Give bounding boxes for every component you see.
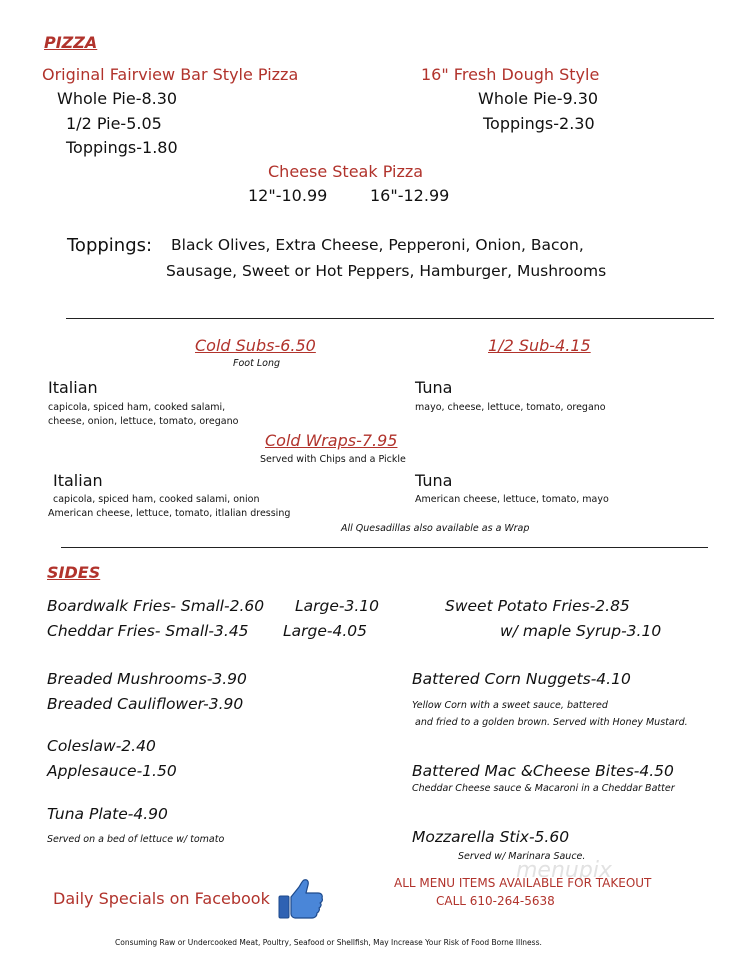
pizza-heading: PIZZA: [44, 33, 98, 52]
toppings-label: Toppings:: [67, 235, 153, 256]
wrap-italian-desc1: capicola, spiced ham, cooked salami, onion: [53, 494, 260, 505]
sides-heading: SIDES: [47, 563, 101, 582]
coleslaw: Coleslaw-2.40: [47, 737, 156, 755]
breaded-mushrooms: Breaded Mushrooms-3.90: [47, 670, 247, 688]
wraps-served-note: Served with Chips and a Pickle: [260, 454, 406, 465]
sub-tuna-desc: mayo, cheese, lettuce, tomato, oregano: [415, 402, 606, 413]
toppings-list-line1: Black Olives, Extra Cheese, Pepperoni, Onion, Bacon,: [171, 236, 584, 254]
food-safety-disclaimer: Consuming Raw or Undercooked Meat, Poultry, Seafood or Shellfish, May Increase Your Risk of Food Borne Illness.: [115, 938, 542, 947]
cold-subs-title: Cold Subs-6.50: [195, 336, 316, 355]
corn-nuggets-desc1: Yellow Corn with a sweet sauce, battered: [412, 700, 608, 711]
facebook-specials: Daily Specials on Facebook: [53, 889, 270, 908]
tuna-plate-desc: Served on a bed of lettuce w/ tomato: [47, 834, 225, 845]
foot-long-note: Foot Long: [233, 358, 280, 369]
cheese-steak-12: 12"-10.99: [248, 186, 328, 205]
cheese-steak-title: Cheese Steak Pizza: [268, 162, 424, 181]
boardwalk-fries: Boardwalk Fries- Small-2.60: [47, 597, 265, 615]
quesadilla-note: All Quesadillas also available as a Wrap: [341, 523, 530, 534]
watermark: menupix: [516, 858, 612, 883]
maple-syrup-option: w/ maple Syrup-3.10: [500, 622, 662, 640]
mac-cheese-bites: Battered Mac &Cheese Bites-4.50: [412, 762, 674, 780]
cheese-steak-16: 16"-12.99: [370, 186, 450, 205]
fairview-title: Original Fairview Bar Style Pizza: [42, 65, 299, 84]
fairview-whole-price: Whole Pie-8.30: [57, 89, 178, 108]
wrap-italian-name: Italian: [53, 471, 103, 490]
mozzarella-stix: Mozzarella Stix-5.60: [412, 828, 570, 846]
sweet-potato-fries: Sweet Potato Fries-2.85: [445, 597, 630, 615]
divider-top: [66, 318, 714, 319]
fresh-toppings-price: Toppings-2.30: [483, 114, 595, 133]
cold-wraps-title: Cold Wraps-7.95: [265, 431, 398, 450]
cheddar-fries: Cheddar Fries- Small-3.45: [47, 622, 249, 640]
sub-italian-name: Italian: [48, 378, 98, 397]
half-sub-title: 1/2 Sub-4.15: [488, 336, 591, 355]
fresh-dough-title: 16" Fresh Dough Style: [421, 65, 600, 84]
mozzarella-stix-desc: Served w/ Marinara Sauce.: [458, 851, 586, 862]
corn-nuggets-desc2: and fried to a golden brown. Served with Honey Mustard.: [415, 717, 688, 728]
fairview-toppings-price: Toppings-1.80: [66, 138, 178, 157]
fresh-whole-price: Whole Pie-9.30: [478, 89, 599, 108]
thumbs-up-icon: [278, 878, 324, 920]
sub-italian-desc2: cheese, onion, lettuce, tomato, oregano: [48, 416, 239, 427]
wrap-tuna-name: Tuna: [415, 471, 453, 490]
sub-italian-desc1: capicola, spiced ham, cooked salami,: [48, 402, 226, 413]
fairview-half-price: 1/2 Pie-5.05: [66, 114, 162, 133]
wrap-tuna-desc: American cheese, lettuce, tomato, mayo: [415, 494, 609, 505]
wrap-italian-desc2: American cheese, lettuce, tomato, itlalian dressing: [48, 508, 291, 519]
cheddar-fries-large: Large-4.05: [283, 622, 367, 640]
toppings-list-line2: Sausage, Sweet or Hot Peppers, Hamburger, Mushrooms: [166, 262, 607, 280]
breaded-cauliflower: Breaded Cauliflower-3.90: [47, 695, 244, 713]
divider-middle: [61, 547, 708, 548]
tuna-plate: Tuna Plate-4.90: [47, 805, 168, 823]
takeout-notice: ALL MENU ITEMS AVAILABLE FOR TAKEOUT: [394, 876, 652, 890]
boardwalk-fries-large: Large-3.10: [295, 597, 379, 615]
sub-tuna-name: Tuna: [415, 378, 453, 397]
battered-corn-nuggets: Battered Corn Nuggets-4.10: [412, 670, 631, 688]
applesauce: Applesauce-1.50: [47, 762, 177, 780]
phone-number: CALL 610-264-5638: [436, 894, 555, 908]
mac-cheese-desc: Cheddar Cheese sauce & Macaroni in a Cheddar Batter: [412, 783, 675, 794]
